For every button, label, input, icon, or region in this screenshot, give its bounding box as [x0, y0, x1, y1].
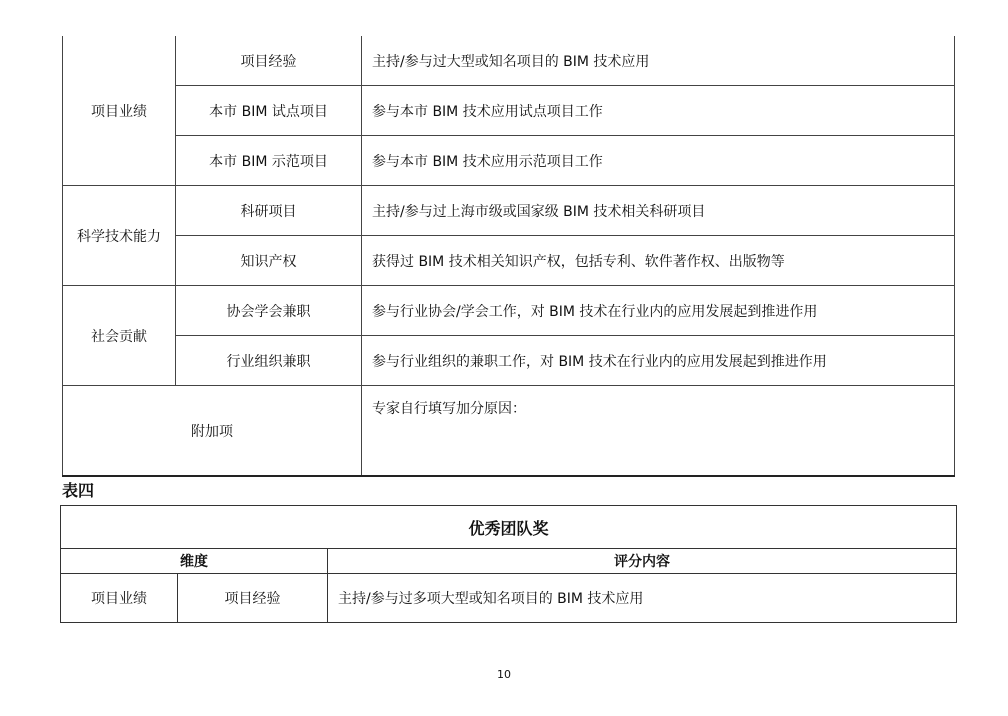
content-cell: 参与本市 BIM 技术应用示范项目工作	[362, 136, 955, 186]
category-cell: 科学技术能力	[63, 186, 176, 286]
category-cell: 项目业绩	[63, 36, 176, 186]
content-cell: 获得过 BIM 技术相关知识产权，包括专利、软件著作权、出版物等	[362, 236, 955, 286]
item-cell: 本市 BIM 试点项目	[176, 86, 362, 136]
table-header-row	[61, 549, 957, 574]
table-row	[63, 186, 955, 236]
content-cell: 参与行业组织的兼职工作，对 BIM 技术在行业内的应用发展起到推进作用	[362, 336, 955, 386]
content-cell: 参与本市 BIM 技术应用试点项目工作	[362, 86, 955, 136]
table-row	[63, 286, 955, 336]
item-cell: 协会学会兼职	[176, 286, 362, 336]
category-cell: 社会贡献	[63, 286, 176, 386]
item-cell: 项目经验	[178, 574, 328, 623]
item-cell: 行业组织兼职	[176, 336, 362, 386]
content-cell: 主持/参与过大型或知名项目的 BIM 技术应用	[362, 36, 955, 86]
table-title: 优秀团队奖	[61, 506, 957, 549]
table-row	[63, 136, 955, 186]
header-dimension: 维度	[61, 549, 328, 574]
table-row	[61, 574, 957, 623]
page-number: 10	[497, 668, 511, 681]
item-cell: 项目经验	[176, 36, 362, 86]
header-content: 评分内容	[328, 549, 957, 574]
item-cell: 知识产权	[176, 236, 362, 286]
content-cell: 主持/参与过多项大型或知名项目的 BIM 技术应用	[328, 574, 957, 623]
criteria-table-3	[62, 36, 955, 477]
team-award-table	[60, 505, 957, 623]
content-cell: 参与行业协会/学会工作，对 BIM 技术在行业内的应用发展起到推进作用	[362, 286, 955, 336]
bonus-content-cell: 专家自行填写加分原因：	[362, 386, 955, 477]
table-title-row	[61, 506, 957, 549]
table-row	[63, 36, 955, 86]
category-cell: 项目业绩	[61, 574, 178, 623]
table-row	[63, 336, 955, 386]
table-row-bonus	[63, 386, 955, 477]
table-row	[63, 86, 955, 136]
item-cell: 本市 BIM 示范项目	[176, 136, 362, 186]
item-cell: 科研项目	[176, 186, 362, 236]
section-heading: 表四	[62, 481, 95, 500]
content-cell: 主持/参与过上海市级或国家级 BIM 技术相关科研项目	[362, 186, 955, 236]
bonus-label-cell: 附加项	[63, 386, 362, 477]
table-row	[63, 236, 955, 286]
